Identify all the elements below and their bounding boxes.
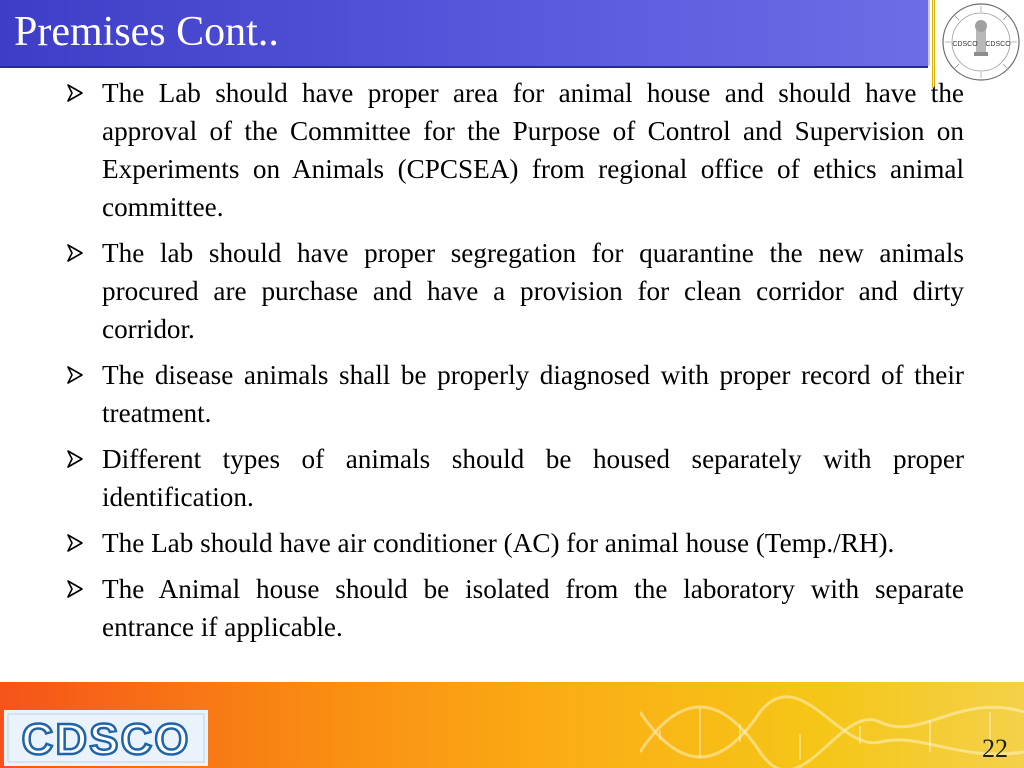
arrowhead-bullet-icon xyxy=(66,83,84,103)
arrowhead-bullet-icon xyxy=(66,533,84,553)
bullet-text: The Lab should have proper area for animal house and should have the approval of the Committee for the Purpose of Control and Supervision on Experiments on Animals (CPCSEA) from regional office of ethics animal committee. xyxy=(102,78,964,222)
emblem-label-left: CDSCO xyxy=(952,41,978,48)
arrowhead-bullet-icon xyxy=(66,449,84,469)
title-bar xyxy=(0,0,928,68)
emblem-label-right: CDSCO xyxy=(985,41,1011,48)
cdsco-logo xyxy=(4,710,208,766)
bullet-item xyxy=(66,234,964,348)
arrowhead-bullet-icon xyxy=(66,365,84,385)
bullet-item xyxy=(66,440,964,516)
bullet-item xyxy=(66,570,964,646)
bullet-item xyxy=(66,356,964,432)
bullet-text: The Animal house should be isolated from the laboratory with separate entrance if applicable. xyxy=(102,574,964,642)
dna-helix-decoration xyxy=(640,682,1024,768)
bullet-text: The Lab should have air conditioner (AC) for animal house (Temp./RH). xyxy=(102,528,895,558)
bullet-list xyxy=(66,74,964,654)
cdsco-logo-text: CDSCO xyxy=(21,715,191,764)
arrowhead-bullet-icon xyxy=(66,243,84,263)
bullet-text: The lab should have proper segregation for quarantine the new animals procured are purchase and have a provision for clean corridor and dirty corridor. xyxy=(102,238,964,344)
bullet-item xyxy=(66,74,964,226)
bullet-item xyxy=(66,524,964,562)
bullet-text: The disease animals shall be properly diagnosed with proper record of their treatment. xyxy=(102,360,964,428)
bullet-text: Different types of animals should be housed separately with proper identification. xyxy=(102,444,964,512)
title-edge-divider xyxy=(928,0,930,66)
page-number: 22 xyxy=(982,734,1008,763)
arrowhead-bullet-icon xyxy=(66,579,84,599)
slide-title: Premises Cont.. xyxy=(14,9,279,55)
